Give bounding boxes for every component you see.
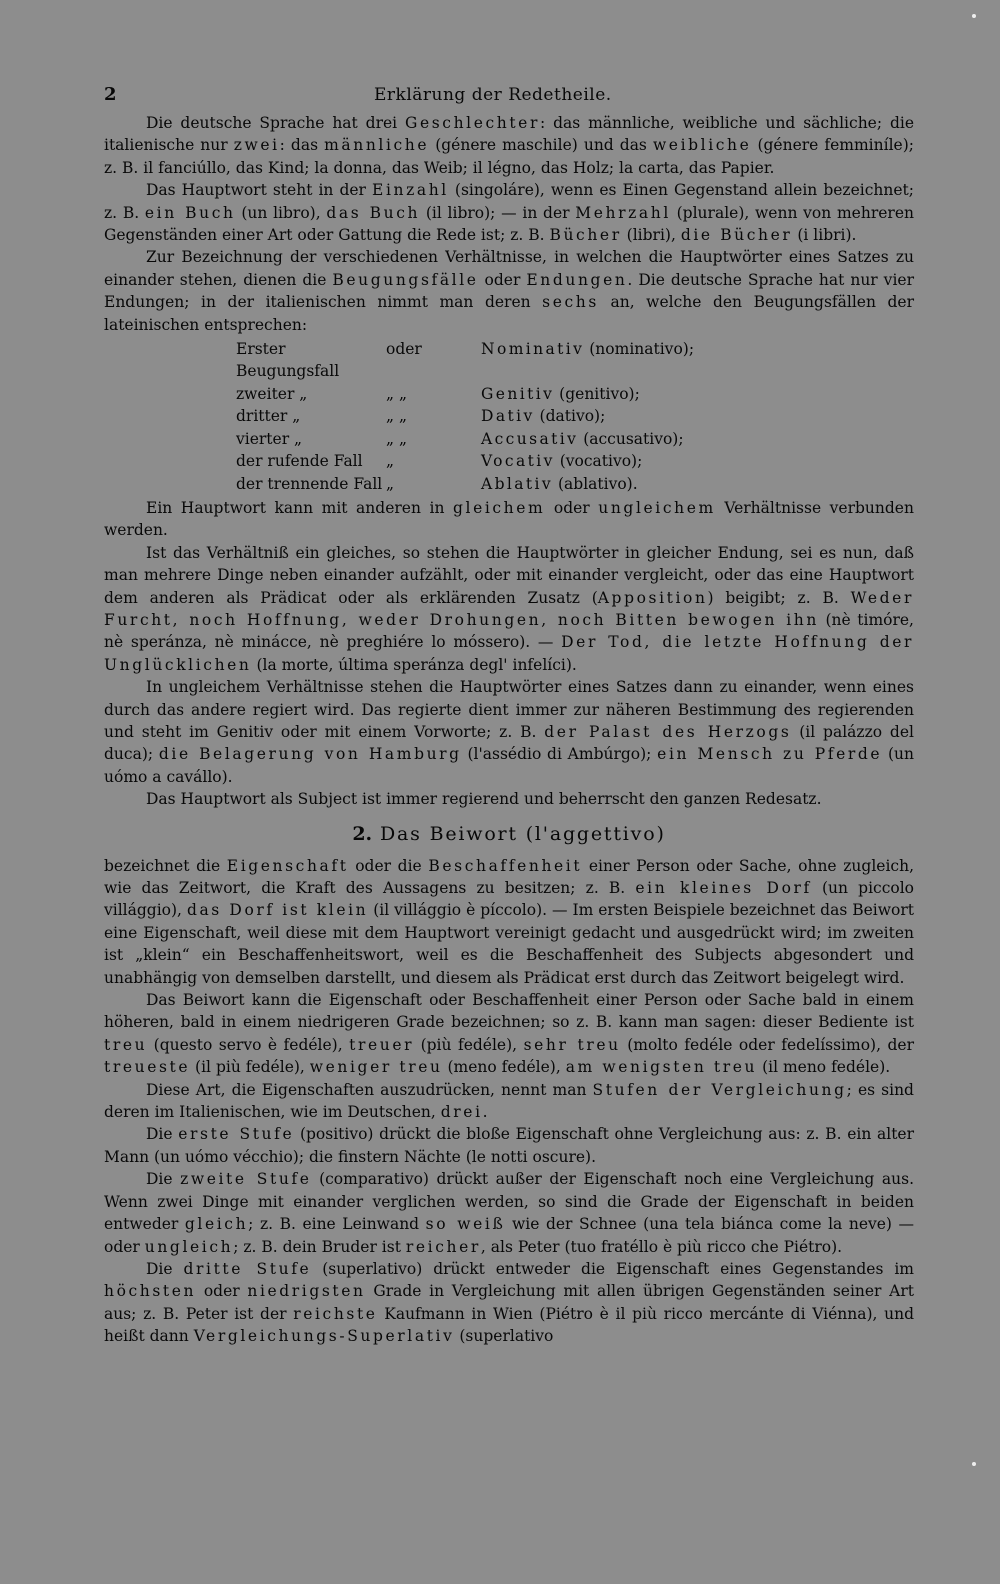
- case-name-cell: [481, 338, 694, 383]
- spaced-emphasis: Einzahl: [372, 181, 449, 200]
- case-name-cell: [481, 473, 694, 495]
- spaced-emphasis: Mehrzahl: [575, 203, 671, 222]
- spaced-emphasis: ein Buch: [144, 203, 236, 222]
- spaced-emphasis: Weder Furcht, noch Hoffnung, weder Drohungen, noch Bitten bewogen ihn: [104, 588, 914, 629]
- spaced-emphasis: treueste: [104, 1058, 191, 1077]
- spaced-emphasis: zwei: [233, 136, 280, 155]
- case-row: [236, 383, 694, 405]
- book-page: [104, 84, 914, 1348]
- paragraph-adjective-definition: bezeichnet die Eigenschaft oder die Beschaffenheit einer Person oder Sache, ohne zugleich, wie das Zeitwort, die Kraft des Aussagens zu besitzen; z. B. ein kleines Dorf (un piccolo villággio), das Dorf ist klein (il villággio è píccolo). — Im ersten Beispiele bezeichnet das Beiwort eine Eigenschaft, weil diese mit dem Hauptwort vereinigt gedacht und ausgedrückt wird; im zweiten ist „klein“ ein Beschaffenheitswort, weil es die Beschaffenheit des Subjects abgesondert und unabhängig von demselben darstellt, und diesem als Prädicat erst durch das Zeitwort beigelegt wird.: [104, 856, 915, 987]
- case-name: Vocativ: [481, 452, 555, 471]
- spaced-emphasis: Stufen der Vergleichung: [592, 1080, 847, 1099]
- paragraph-comparative: Die zweite Stufe (comparativo) drückt außer der Eigenschaft noch eine Vergleichung aus. Wenn zwei Dinge mit einander verglichen werden, so sind die Grade der Eigenschaft in beiden entweder gleich; z. B. eine Leinwand so weiß wie der Schnee (una tela biánca come la neve) — oder ungleich; z. B. dein Bruder ist reicher, als Peter (tuo fratéllo è più ricco che Piétro).: [104, 1170, 915, 1256]
- paragraph-genders: Die deutsche Sprache hat drei Geschlechter: das männliche, weibliche und sächliche; die italienische nur zwei: das männliche (génere maschile) und das weibliche (génere femminíle); z. B. il fanciúllo, das Kind; la donna, das Weib; il légno, das Holz; la carta, das Papier.: [104, 114, 914, 177]
- case-row: [236, 473, 694, 495]
- spaced-emphasis: Beschaffenheit: [428, 856, 583, 875]
- paragraph-relations: Ein Hauptwort kann mit anderen in gleichem oder ungleichem Verhältnisse verbunden werden.: [104, 498, 914, 540]
- spaced-emphasis: drei: [440, 1103, 483, 1122]
- paragraph-subject: Das Hauptwort als Subject ist immer regierend und beherrscht den ganzen Redesatz.: [146, 790, 822, 809]
- case-row: [236, 428, 694, 450]
- case-table: [236, 338, 694, 495]
- scan-speck: [972, 14, 976, 18]
- spaced-emphasis: die Bücher: [680, 226, 793, 245]
- running-header: [104, 84, 914, 112]
- spaced-emphasis: gleichem: [452, 498, 546, 517]
- spaced-emphasis: ein kleines Dorf: [635, 879, 812, 897]
- case-name-cell: [481, 383, 694, 405]
- paragraph-degrees: Das Beiwort kann die Eigenschaft oder Beschaffenheit einer Person oder Sache bald in einem höheren, bald in einem niedrigeren Grade bezeichnen; so z. B. kann man sagen: dieser Bediente ist treu (questo servo è fedéle), treuer (più fedéle), sehr treu (molto fedéle oder fedelíssimo), der treueste (il più fedéle), weniger treu (meno fedéle), am wenigsten treu (il meno fedéle).: [104, 991, 914, 1077]
- spaced-emphasis: zweite Stufe: [180, 1170, 312, 1189]
- spaced-emphasis: niedrigsten: [247, 1282, 366, 1301]
- case-name: Genitiv: [481, 384, 555, 403]
- spaced-emphasis: am wenigsten treu: [565, 1058, 758, 1077]
- case-ordinal: Erster Beugungsfall: [236, 340, 340, 381]
- spaced-emphasis: sehr treu: [523, 1035, 621, 1054]
- spaced-emphasis: gleich: [184, 1215, 249, 1234]
- section-heading: [104, 821, 914, 847]
- spaced-emphasis: Eigenschaft: [226, 856, 349, 875]
- scan-speck: [972, 1462, 976, 1466]
- spaced-emphasis: Beugungsfälle: [332, 270, 479, 289]
- case-ordinal: der rufende Fall: [236, 452, 363, 471]
- case-ordinal: der trennende Fall: [236, 474, 383, 493]
- spaced-emphasis: Vergleichungs-Superlativ: [193, 1327, 455, 1346]
- case-name-cell: [481, 405, 694, 427]
- spaced-emphasis: Geschlechter: [404, 114, 540, 132]
- case-or: „: [386, 452, 395, 471]
- section-title: Das Beiwort (l'aggettivo): [380, 822, 666, 845]
- section-number: 2.: [352, 822, 373, 845]
- paragraph-number: Das Hauptwort steht in der Einzahl (singoláre), wenn es Einen Gegenstand allein bezeichnet; z. B. ein Buch (un libro), das Buch (il libro); — in der Mehrzahl (plurale), wenn von mehreren Gegenständen einer Art oder Gattung die Rede ist; z. B. Bücher (libri), die Bücher (i libri).: [104, 181, 914, 245]
- page-number: 2: [104, 84, 118, 105]
- paragraph-equal-relation: Ist das Verhältniß ein gleiches, so stehen die Hauptwörter in gleicher Endung, sei es nun, daß man mehrere Dinge neben einander aufzählt, oder mit einander vergleicht, oder das eine Hauptwort dem anderen als Prädicat oder als erklärenden Zusatz (Apposition) beigibt; z. B. Weder Furcht, noch Hoffnung, weder Drohungen, noch Bitten bewogen ihn (nè timóre, nè speránza, nè minácce, nè preghiére lo móssero). — Der Tod, die letzte Hoffnung der Unglücklichen (la morte, última speránza degl' infelíci).: [104, 543, 914, 674]
- spaced-emphasis: Apposition: [597, 588, 708, 607]
- case-name: Nominativ: [481, 340, 585, 359]
- case-name: Accusativ: [481, 429, 579, 448]
- case-name: Dativ: [481, 407, 535, 426]
- spaced-emphasis: weibliche: [652, 136, 752, 155]
- case-ordinal: vierter „: [236, 429, 303, 448]
- case-row: [236, 338, 694, 383]
- spaced-emphasis: Bücher: [549, 226, 622, 245]
- spaced-emphasis: die Belagerung von Hamburg: [158, 745, 462, 764]
- spaced-emphasis: ungleich: [144, 1237, 234, 1256]
- case-latin: (vocativo);: [554, 452, 643, 471]
- spaced-emphasis: ungleichem: [598, 498, 716, 517]
- case-latin: (dativo);: [534, 407, 606, 426]
- spaced-emphasis: treu: [104, 1035, 148, 1054]
- spaced-emphasis: das Dorf ist klein: [186, 901, 369, 920]
- spaced-emphasis: höchsten: [104, 1282, 197, 1301]
- case-or: „ „: [386, 429, 407, 448]
- spaced-emphasis: reicher: [405, 1237, 481, 1256]
- spaced-emphasis: ein Mensch zu Pferde: [657, 745, 883, 764]
- case-or: oder: [386, 340, 422, 359]
- case-ordinal: dritter „: [236, 407, 301, 426]
- spaced-emphasis: Der Tod, die letzte Hoffnung der Unglücklichen: [104, 633, 914, 674]
- case-name-cell: [481, 450, 694, 472]
- spaced-emphasis: reichste: [293, 1304, 378, 1323]
- case-latin: (ablativo).: [553, 474, 638, 493]
- case-name: Ablativ: [481, 474, 554, 493]
- spaced-emphasis: Endungen: [526, 270, 628, 289]
- spaced-emphasis: erste Stufe: [178, 1125, 295, 1144]
- paragraph-unequal-relation: In ungleichem Verhältnisse stehen die Hauptwörter eines Satzes dann zu einander, wenn eines durch das andere regiert wird. Das regierte dient immer zur näheren Bestimmung des regierenden und steht im Genitiv oder mit einem Vorworte; z. B. der Palast des Herzogs (il palázzo del duca); die Belagerung von Hamburg (l'assédio di Ambúrgo); ein Mensch zu Pferde (un uómo a cavállo).: [104, 678, 914, 786]
- paragraph-positive: Die erste Stufe (positivo) drückt die bloße Eigenschaft ohne Vergleichung aus: z. B. ein alter Mann (un uómo vécchio); die finstern Nächte (le notti oscure).: [104, 1125, 915, 1166]
- spaced-emphasis: treuer: [349, 1035, 415, 1054]
- case-or: „ „: [386, 407, 407, 426]
- running-title: Erklärung der Redetheile.: [374, 85, 612, 105]
- spaced-emphasis: dritte Stufe: [183, 1259, 312, 1278]
- case-row: [236, 405, 694, 427]
- case-or: „ „: [386, 384, 407, 403]
- spaced-emphasis: der Palast des Herzogs: [544, 722, 792, 741]
- paragraph-comparison-stages: Diese Art, die Eigenschaften auszudrücken, nennt man Stufen der Vergleichung; es sind deren im Italienischen, wie im Deutschen, drei.: [104, 1080, 914, 1122]
- case-or: „: [386, 474, 395, 493]
- spaced-emphasis: so weiß: [425, 1215, 506, 1234]
- case-ordinal: zweiter „: [236, 384, 308, 403]
- case-row: [236, 450, 694, 472]
- spaced-emphasis: sechs: [542, 293, 599, 312]
- paragraph-superlative: Die dritte Stufe (superlativo) drückt entweder die Eigenschaft eines Gegenstandes im höchsten oder niedrigsten Grade in Vergleichung mit allen übrigen Gegenständen seiner Art aus; z. B. Peter ist der reichste Kaufmann in Wien (Piétro è il più ricco mercánte di Viénna), und heißt dann Vergleichungs-Superlativ (superlativo: [104, 1259, 914, 1346]
- spaced-emphasis: weniger treu: [309, 1058, 443, 1077]
- case-latin: (genitivo);: [554, 384, 640, 403]
- spaced-emphasis: männliche: [324, 136, 430, 155]
- spaced-emphasis: das Buch: [326, 203, 421, 222]
- case-latin: (nominativo);: [584, 340, 695, 359]
- paragraph-cases: Zur Bezeichnung der verschiedenen Verhältnisse, in welchen die Hauptwörter eines Satzes zu einander stehen, dienen die Beugungsfälle oder Endungen. Die deutsche Sprache hat nur vier Endungen; in der italienischen nimmt man deren sechs an, welche den Beugungsfällen der lateinischen entsprechen:: [104, 248, 914, 334]
- case-latin: (accusativo);: [578, 429, 684, 448]
- case-name-cell: [481, 428, 694, 450]
